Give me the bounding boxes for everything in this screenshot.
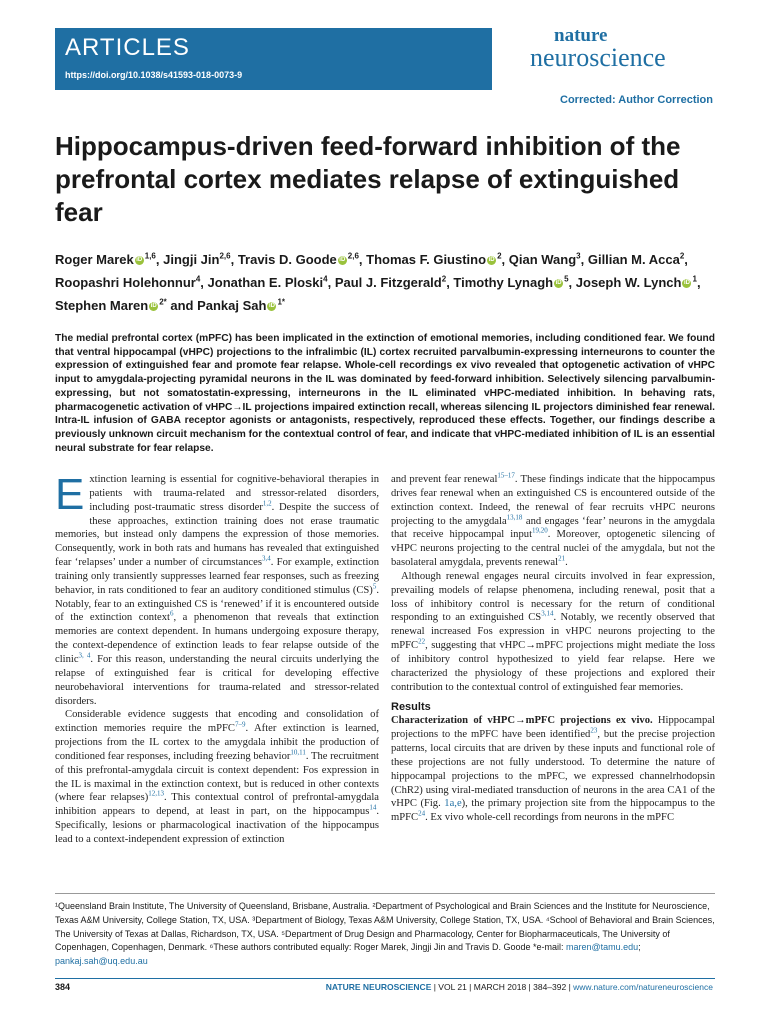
citation-link[interactable]: 12,13 — [148, 789, 164, 798]
citation-link[interactable]: 15–17 — [497, 471, 515, 480]
orcid-icon[interactable]: iD — [339, 257, 346, 264]
email-separator: ; — [638, 942, 641, 953]
email-link-maren[interactable]: maren@tamu.edu — [565, 942, 639, 953]
author-name: Timothy Lynagh — [453, 275, 554, 290]
citation-link[interactable]: 5 — [372, 582, 377, 591]
author-affiliation: 3 — [576, 251, 581, 261]
orcid-icon[interactable]: iD — [268, 303, 275, 310]
body-paragraph: Considerable evidence suggests that encoding and consolidation of extinction memories require the mPFC$^{7-9}$. After extinction is learned, projections from the IL cortex to the amygdala inhibit the production of conditioned fear responses, including freezing behavior$^{10,11}$. The recruitment of this prefrontal-amygdala circuit is context dependent: Fos expression in the IL is maximal in the extinction context, but is reduced in other contexts (where fear relapses)$^{12,13}$. This contextual control of prefrontal-amygdala inhibition appears to depend, at least in part, on the hippocampus$^{14}$. Specifically, lesions or pharmacological inactivation of the hippocampus lead to a context-independent expression of extinction — [55, 709, 379, 845]
citation-link[interactable]: 19,20 — [532, 526, 548, 535]
section-label: ARTICLES — [65, 34, 190, 61]
doi-link[interactable]: https://doi.org/10.1038/s41593-018-0073-9 — [65, 70, 243, 80]
author-separator: , — [446, 275, 454, 290]
journal-logo — [530, 26, 720, 71]
author-name: Roopashri Holehonnur — [55, 275, 196, 290]
author-affiliation: 1,6 — [144, 251, 156, 261]
results-heading: Results — [391, 700, 431, 713]
citation-link[interactable]: 22 — [418, 637, 426, 646]
footer-info — [326, 982, 713, 992]
citation-link[interactable]: 14 — [369, 803, 377, 812]
author-affiliation: 2,6 — [219, 251, 231, 261]
drop-cap: E — [55, 470, 85, 519]
orcid-icon[interactable]: iD — [488, 257, 495, 264]
results-subheading: Characterization of vHPC→mPFC projections ex vivo. — [391, 715, 653, 727]
citation-link[interactable]: 13,18 — [506, 513, 523, 521]
author-list — [55, 248, 715, 317]
author-affiliation: 2,6 — [347, 251, 359, 261]
author-name: Gillian M. Acca — [587, 252, 680, 267]
author-affiliation: 1 — [692, 274, 697, 284]
author-separator: , — [327, 275, 335, 290]
author-name: Joseph W. Lynch — [575, 275, 682, 290]
author-separator: , — [155, 252, 164, 267]
citation-link[interactable]: 3, 4 — [78, 651, 91, 660]
header — [0, 0, 768, 106]
author-name: Qian Wang — [508, 252, 577, 267]
author-affiliation: 1* — [277, 297, 286, 307]
author-name: Thomas F. Giustino — [366, 252, 487, 267]
author-separator: , — [580, 252, 588, 267]
orcid-icon[interactable]: iD — [150, 303, 157, 310]
figure-link[interactable]: 1a,e — [444, 798, 462, 810]
body-paragraph: and prevent fear renewal$^{15-17}$. These findings indicate that the hippocampus drives fear renewal when an extinguished CS is encountered outside of the extinction context. Indeed, the renewal of fear recruits vHPC neurons projecting to the amygdala$^{13,18}$ and engages ‘fear’ neurons in the amygdala that receive hippocampal input$^{19,20}$. Moreover, optogenetic silencing of vHPC neurons projecting to the central nuclei of the amygdala, but not the basolateral amygdala, prevents renewal$^{21}$. — [391, 471, 716, 569]
citation-link[interactable]: 10,11 — [290, 748, 306, 757]
author-affiliation: 4 — [323, 274, 328, 284]
citation-link[interactable]: 6 — [169, 609, 174, 618]
author-affiliation: 5 — [564, 274, 569, 284]
orcid-icon[interactable]: iD — [683, 280, 690, 287]
author-name: Roger Marek — [55, 252, 134, 267]
author-separator: , — [696, 275, 701, 290]
results-paragraph: Characterization of vHPC→mPFC projections ex vivo. Hippocampal projections to the mPFC have been identified$^{23}$, but the precise projection patterns, local circuits that are driven by these inputs and functional role of these projections are not fully understood. To determine the nature of hippocampal projections to the mPFC, we expressed channelrhodopsin (ChR2) using viral-mediated transduction of neurons in the area CA1 of the vHPC (Fig. 1a,e), the primary projection site from the hippocampus to the mPFC$^{24}$. Ex vivo whole-cell recordings from neurons in the mPFC — [391, 715, 716, 824]
footer-divider — [55, 978, 715, 979]
citation-link[interactable]: 21 — [558, 554, 566, 563]
footer-url[interactable]: www.nature.com/natureneuroscience — [573, 982, 713, 992]
author-affiliation: 2* — [159, 297, 167, 307]
author-separator: and — [166, 298, 198, 313]
author-name: Travis D. Goode — [237, 252, 337, 267]
author-separator: , — [568, 275, 576, 290]
article-title: Hippocampus-driven feed-forward inhibition of the prefrontal cortex mediates relapse of extinguished fear — [55, 131, 681, 227]
citation-link[interactable]: 3,4 — [261, 554, 271, 563]
correction-link[interactable]: Corrected: Author Correction — [560, 94, 713, 106]
section-banner — [55, 28, 492, 90]
citation-link[interactable]: 3,14 — [541, 609, 554, 618]
orcid-icon[interactable]: iD — [555, 280, 562, 287]
affiliations-text: ¹Queensland Brain Institute, The University of Queensland, Brisbane, Australia. ²Department of Psychological and Brain Sciences and the Institute for Neuroscience, Texas A&M University, College Station, TX, USA. ³Department of Biology, Texas A&M University, College Station, TX, USA. ⁴School of Behavioral and Brain Sciences, The University of Texas at Dallas, Richardson, TX, USA. ⁵Department of Drug Design and Pharmacology, Center for Biopharmaceuticals, The University of Copenhagen, Copenhagen, Denmark. ⁶These authors contributed equally: Roger Marek, Jingji Jin and Travis D. Goode *e-mail: — [55, 901, 715, 953]
body-column-right — [391, 473, 715, 825]
citation-link[interactable]: 23 — [590, 726, 598, 735]
author-name: Jonathan E. Ploski — [207, 275, 324, 290]
author-separator: , — [684, 252, 688, 267]
footer-volume: | VOL 21 | MARCH 2018 | 384–392 | — [431, 982, 574, 992]
citation-link[interactable]: 1,2 — [262, 499, 272, 508]
author-separator: , — [200, 275, 208, 290]
body-paragraph: xtinction learning is essential for cognitive-behavioral therapies in patients with trauma-related and stressor-related disorders, including post-traumatic stress disorder$^{1,2}$. Despite the success of these approaches, extinction training does not erase traumatic memories, but instead only dampens the expression of those memories. Consequently, work in both rats and humans has revealed that extinguished fear ‘relapses’ under a number of circumstances$^{3,4}$. For example, extinction training only transiently suppresses learned fear responses, such as freezing behavior, in rats conditioned to fear an auditory conditioned stimulus (CS)$^5$. Notably, fear to an extinguished CS is ‘renewed’ if it is encountered outside of the extinction context$^6$, a phenomenon that reveals that extinction memories are context dependent. In humans undergoing exposure therapy, the context-dependence of extinction leads to fear relapse outside of the clinic$^{3, 4}$. For this reason, understanding the neural circuits underlying the relapse of extinguished fear is critical for developing effective neurobehavioral interventions for trauma-related and stressor-related disorders. — [55, 474, 380, 707]
page-number: 384 — [55, 982, 71, 992]
affiliations-footnote — [55, 900, 715, 969]
abstract: The medial prefrontal cortex (mPFC) has been implicated in the extinction of emotional memories, including conditioned fear. We found that ventral hippocampal (vHPC) projections to the infralimbic (IL) cortex recruited parvalbumin-expressing interneurons to counter the expression of extinguished fear and promote fear relapse. Whole-cell recordings ex vivo revealed that optogenetic activation of vHPC input to amygdala-projecting pyramidal neurons in the IL was dominated by feed-forward inhibition. Selectively silencing parvalbumin-expressing, but not somatostatin-expressing, interneurons in the IL eliminated vHPC-mediated inhibition. In behaving rats, pharmacogenetic activation of vHPC→IL projections impaired extinction recall, whereas silencing IL projectors diminished fear renewal. Intra-IL infusion of GABA receptor agonists or antagonists, respectively, reproduced these effects. Together, our findings describe a previously unknown circuit mechanism for the contextual control of fear, and indicate that vHPC-mediated inhibition of IL is an essential neural substrate for fear relapse. — [55, 333, 715, 454]
body-column-left — [55, 470, 380, 847]
author-separator: , — [501, 252, 509, 267]
author-name: Stephen Maren — [55, 298, 149, 313]
journal-logo-line2: neuroscience — [530, 43, 666, 72]
citation-link[interactable]: 24 — [418, 809, 426, 818]
author-name: Pankaj Sah — [197, 298, 267, 313]
footnote-divider — [55, 893, 715, 894]
journal-logo-line1: nature — [554, 25, 608, 46]
author-affiliation: 2 — [441, 274, 447, 284]
author-affiliation: 4 — [195, 274, 201, 284]
citation-link[interactable]: 7–9 — [235, 720, 246, 729]
author-separator: , — [358, 252, 367, 267]
body-paragraph: Although renewal engages neural circuits involved in fear expression, prevailing models of relapse phenomena, including renewal, posit that a loss of inhibitory control is necessary for the return of conditional responding to an extinguished CS$^{3,14}$. Notably, we recently observed that renewal increased Fos expression in vHPC neurons projecting to the mPFC$^{22}$, suggesting that vHPC→mPFC projections might mediate the loss of inhibitory control hypothesized to yield fear relapse. Here we characterized the physiology of these projections and explored their contribution to the contextual control of extinguished fear memories. — [391, 570, 715, 693]
author-affiliation: 2 — [679, 251, 685, 261]
email-link-sah[interactable]: pankaj.sah@uq.edu.au — [55, 956, 148, 967]
footer-journal: NATURE NEUROSCIENCE — [325, 982, 432, 992]
author-name: Paul J. Fitzgerald — [334, 275, 442, 290]
orcid-icon[interactable]: iD — [136, 257, 143, 264]
author-name: Jingji Jin — [163, 252, 220, 267]
author-affiliation: 2 — [497, 251, 502, 261]
author-separator: , — [230, 252, 238, 267]
